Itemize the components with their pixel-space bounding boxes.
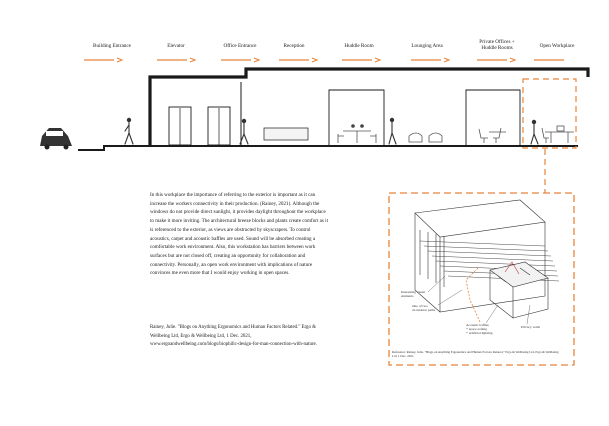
- callout-leader-line: [428, 276, 445, 292]
- stage-label-open-workplace: Open Workplace: [539, 43, 575, 49]
- diagram-reference: Reference: Rainey, Julie. "Blogs on Anything Ergonomics and Human Factors Related." Ergo & Wellbeing Ltd, Ergo & Wellbeing Ltd, 1 Dec. 2021.: [392, 350, 559, 359]
- callout-acoustic-baffles: Acoustic baffles + space zoning + artificial lighting: [466, 323, 493, 335]
- building-outline: [78, 69, 588, 150]
- stage-label-reception: Reception: [283, 43, 305, 49]
- stage-label-private-offices: Private Offices + Huddle Rooms: [479, 39, 515, 51]
- callout-circulation: One of two circulation paths: [412, 304, 436, 312]
- stage-label-building-entrance: Building Entrance: [93, 43, 131, 49]
- callout-leader-line: [438, 290, 462, 305]
- description-paragraph: In this workplace the importance of referring to the exterior is important as it can increase the workers connectivity in their production. (Rainey, 2021). Although the windows do not provide direct sunlight, it provides daylight throughout the workplace to make it more inviting. The architectural breeze blocks and plants create comfort as it is referenced to the exterior, as views are obstructed by skyscrapers. To control acoustics, carpet and acoustic baffles are used. Sound will be absorbed creating a comfortable work environment. Also, this workstation has barriers between work surfaces but are not closed off, creating an opportunity for collaboration and connectivity. Personally, an open work environment with implications of nature convinces me even more that I would enjoy working in open spaces.: [150, 192, 328, 277]
- car-icon: [40, 128, 72, 150]
- stage-label-elevator: Elevator: [167, 43, 185, 49]
- reference-citation: Rainey, Julie. "Blogs on Anything Ergonomics and Human Factors Related." Ergo & Wellbeing Ltd, Ergo & Wellbeing Ltd, 1 Dec. 2021, www.ergoandwellbeing.com/blogs/biophilic-design-for-man-connection-with-nature.: [150, 325, 317, 348]
- huddle-table-icon: [338, 124, 376, 143]
- callout-privacy-walls: Privacy walls: [521, 325, 540, 329]
- detail-frame: [389, 193, 574, 365]
- office-chair-icon: [479, 128, 506, 143]
- callout-leader-line: [486, 305, 498, 323]
- person-walking-icon: [125, 118, 133, 144]
- person-walking-icon: [531, 120, 538, 144]
- person-walking-icon: [389, 118, 396, 144]
- isometric-workplace-diagram: [415, 200, 559, 318]
- circulation-path-line: [466, 268, 480, 322]
- stage-label-lounging-area: Lounging Area: [411, 43, 443, 49]
- lounge-chair-icon: [409, 133, 442, 142]
- callout-visual-elements: Interesting visual elements: [401, 290, 426, 298]
- desk-icon: [542, 126, 574, 143]
- stage-label-huddle-room: Huddle Room: [344, 43, 374, 49]
- stage-label-office-entrance: Office Entrance: [223, 43, 257, 49]
